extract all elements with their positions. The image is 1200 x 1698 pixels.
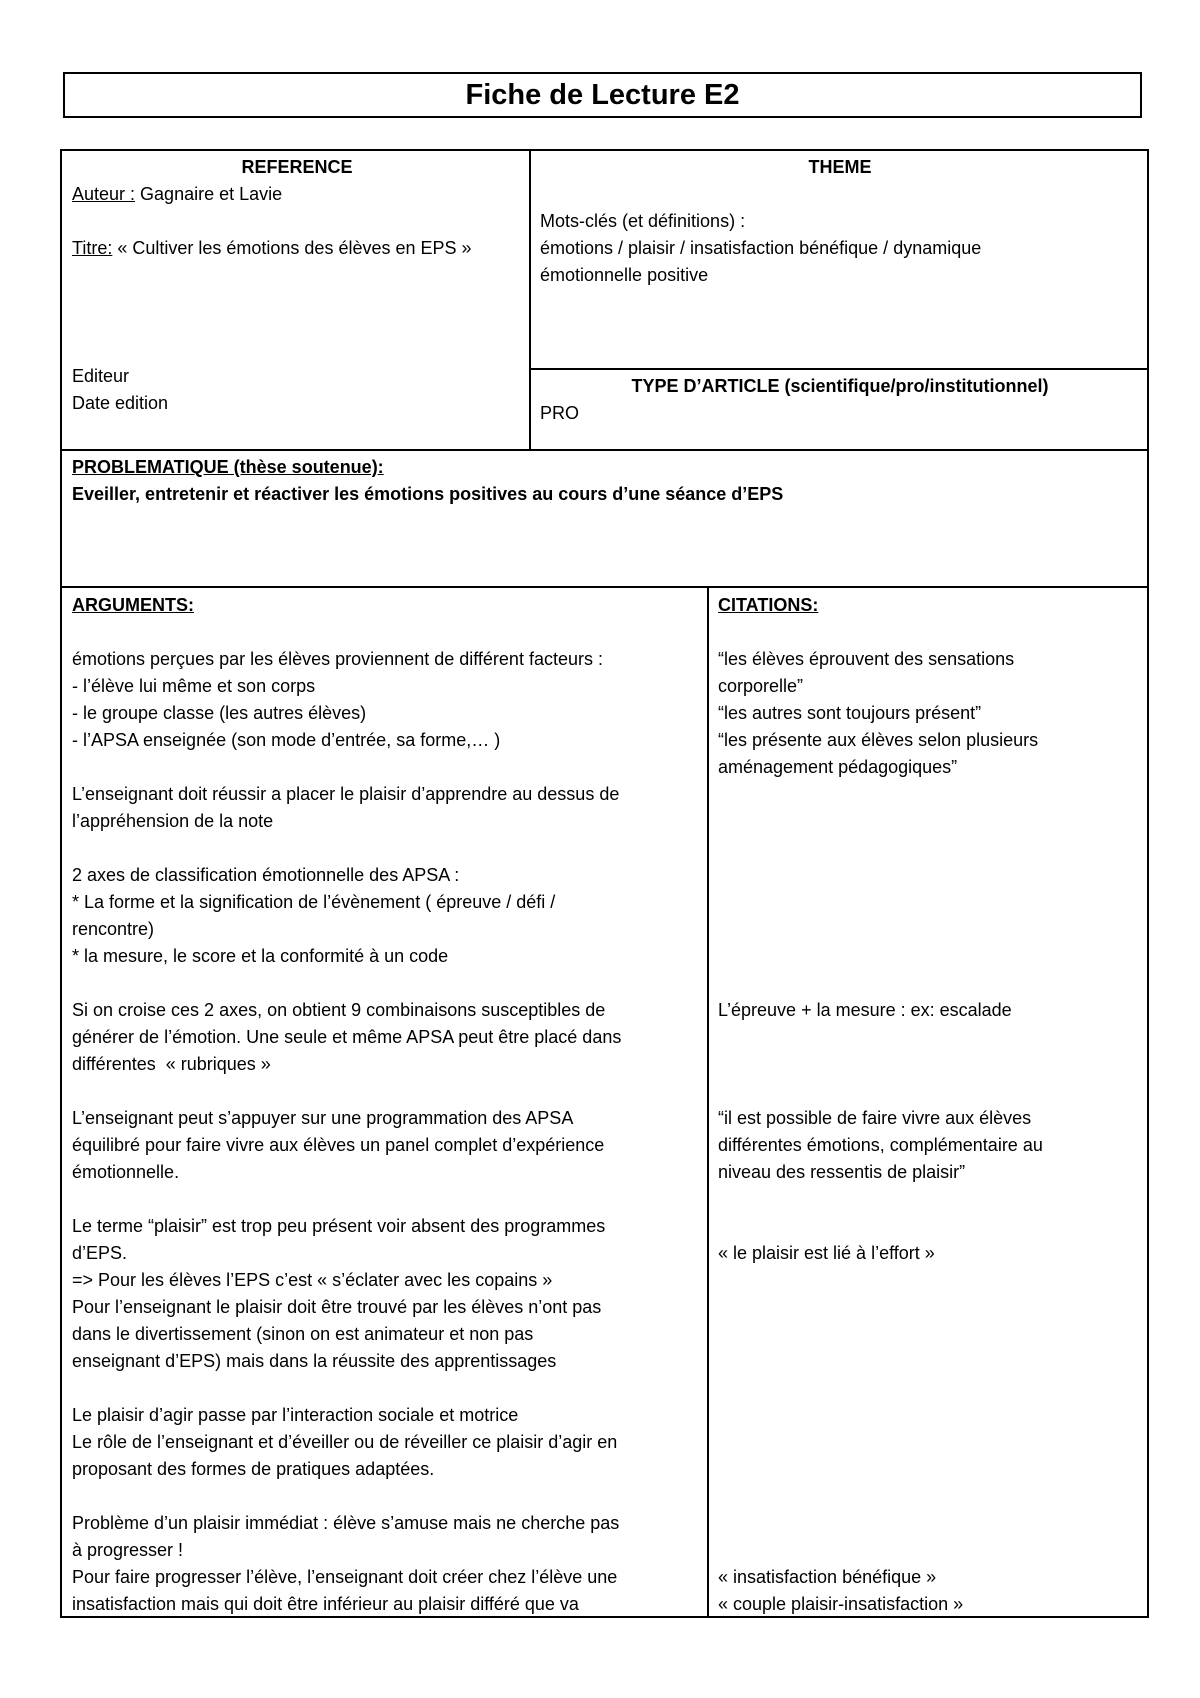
divider-arguments-citations [707,588,709,1618]
citation-line [718,1429,1143,1456]
citation-line [718,1294,1143,1321]
argument-line: rencontre) [72,919,155,939]
citation-line [718,889,1143,916]
argument-line: Pour faire progresser l’élève, l’enseignant doit créer chez l’élève une [72,1567,618,1587]
argument-line: 2 axes de classification émotionnelle des APSA : [72,865,460,885]
citation-line [718,1321,1143,1348]
argument-line: enseignant d’EPS) mais dans la réussite des apprentissages [72,1351,557,1371]
citation-line: “les présente aux élèves selon plusieurs [718,730,1039,750]
arguments-list [72,619,704,1618]
argument-line [72,1483,704,1510]
citation-line: L’épreuve + la mesure : ex: escalade [718,1000,1012,1020]
divider-problematique-arguments [62,586,1147,588]
argument-line [72,1078,704,1105]
argument-line: dans le divertissement (sinon on est animateur et non pas [72,1324,534,1344]
citation-line: différentes émotions, complémentaire au [718,1135,1043,1155]
citation-line: “les élèves éprouvent des sensations [718,649,1015,669]
citation-line [718,1510,1143,1537]
title-value: « Cultiver les émotions des élèves en EPS » [112,238,472,258]
argument-line: équilibré pour faire vivre aux élèves un panel complet d’expérience [72,1135,605,1155]
argument-line: L’enseignant doit réussir a placer le plaisir d’apprendre au dessus de [72,784,620,804]
citation-line [718,619,1143,646]
citation-line [718,1186,1143,1213]
argument-line: Le plaisir d’agir passe par l’interaction sociale et motrice [72,1405,519,1425]
citation-line [718,1348,1143,1375]
argument-line: Le terme “plaisir” est trop peu présent voir absent des programmes [72,1216,606,1236]
divider-theme-type [531,368,1149,370]
citation-line: “les autres sont toujours présent” [718,703,982,723]
citation-line [718,1483,1143,1510]
keywords-line-2: émotionnelle positive [540,265,709,285]
argument-line: Si on croise ces 2 axes, on obtient 9 combinaisons susceptibles de [72,1000,606,1020]
reading-sheet-table [60,149,1149,1618]
citation-line [718,1213,1143,1240]
problematique-cell [72,454,1142,584]
citations-list [718,619,1143,1618]
citation-line: « couple plaisir-insatisfaction » [718,1594,964,1614]
argument-line [72,754,704,781]
citation-line: « insatisfaction bénéfique » [718,1567,937,1587]
citation-line: aménagement pédagogiques” [718,757,958,777]
argument-line [72,1375,704,1402]
article-type-header: TYPE D’ARTICLE (scientifique/pro/institutionnel) [631,376,1049,396]
argument-line: => Pour les élèves l’EPS c’est « s’éclater avec les copains » [72,1270,553,1290]
reference-header: REFERENCE [241,157,353,177]
problematique-text: Eveiller, entretenir et réactiver les émotions positives au cours d’une séance d’EPS [72,484,784,504]
citation-line [718,1267,1143,1294]
argument-line: - le groupe classe (les autres élèves) [72,703,367,723]
citation-line [718,1375,1143,1402]
citation-line [718,781,1143,808]
citation-line: « le plaisir est lié à l’effort » [718,1243,935,1263]
citation-line [718,835,1143,862]
article-type-cell [540,373,1140,448]
arguments-cell [72,592,704,1616]
argument-line: * La forme et la signification de l’évènement ( épreuve / défi / [72,892,556,912]
author-label: Auteur : [72,184,136,204]
citation-line [718,943,1143,970]
citation-line [718,1402,1143,1429]
citation-line [718,970,1143,997]
argument-line [72,619,704,646]
citation-line [718,862,1143,889]
argument-line: différentes « rubriques » [72,1054,271,1074]
keywords-label: Mots-clés (et définitions) : [540,211,746,231]
theme-header: THEME [808,157,872,177]
argument-line: Le rôle de l’enseignant et d’éveiller ou de réveiller ce plaisir d’agir en [72,1432,618,1452]
citation-line [718,916,1143,943]
citation-line [718,1024,1143,1051]
divider-top-problematique [62,449,1147,451]
argument-line: générer de l’émotion. Une seule et même APSA peut être placé dans [72,1027,622,1047]
article-type-value: PRO [540,403,580,423]
problematique-label: PROBLEMATIQUE (thèse soutenue): [72,457,384,477]
citation-line: niveau des ressentis de plaisir” [718,1162,966,1182]
keywords-line-1: émotions / plaisir / insatisfaction bénéfique / dynamique [540,238,982,258]
citations-cell [718,592,1143,1616]
citation-line [718,1537,1143,1564]
title-label: Titre: [72,238,113,258]
arguments-header: ARGUMENTS: [72,595,194,615]
citation-line [718,808,1143,835]
divider-reference-theme [529,151,531,451]
argument-line: à progresser ! [72,1540,184,1560]
argument-line: * la mesure, le score et la conformité à un code [72,946,449,966]
citation-line [718,1456,1143,1483]
citations-header: CITATIONS: [718,595,819,615]
argument-line [72,835,704,862]
document-title-text: Fiche de Lecture E2 [465,78,740,111]
argument-line: - l’élève lui même et son corps [72,676,316,696]
theme-cell [540,154,1140,366]
argument-line: l’appréhension de la note [72,811,274,831]
argument-line: émotions perçues par les élèves proviennent de différent facteurs : [72,649,603,669]
argument-line [72,1186,704,1213]
reference-cell [72,154,522,449]
author-line [72,181,522,208]
citation-line: “il est possible de faire vivre aux élèves [718,1108,1032,1128]
argument-line: insatisfaction mais qui doit être inférieur au plaisir différé que va [72,1594,579,1614]
argument-line: proposant des formes de pratiques adaptées. [72,1459,435,1479]
argument-line [72,970,704,997]
citation-line [718,1051,1143,1078]
argument-line: Pour l’enseignant le plaisir doit être trouvé par les élèves n’ont pas [72,1297,602,1317]
citation-line [718,1078,1143,1105]
date-label: Date edition [72,393,169,413]
citation-line: corporelle” [718,676,804,696]
title-line [72,235,522,262]
argument-line: Problème d’un plaisir immédiat : élève s’amuse mais ne cherche pas [72,1513,620,1533]
argument-line: émotionnelle. [72,1162,180,1182]
document-title [63,72,1142,118]
argument-line: L’enseignant peut s’appuyer sur une programmation des APSA [72,1108,574,1128]
editor-label: Editeur [72,366,130,386]
argument-line: - l’APSA enseignée (son mode d’entrée, sa forme,… ) [72,730,501,750]
author-value: Gagnaire et Lavie [135,184,283,204]
argument-line: d’EPS. [72,1243,128,1263]
